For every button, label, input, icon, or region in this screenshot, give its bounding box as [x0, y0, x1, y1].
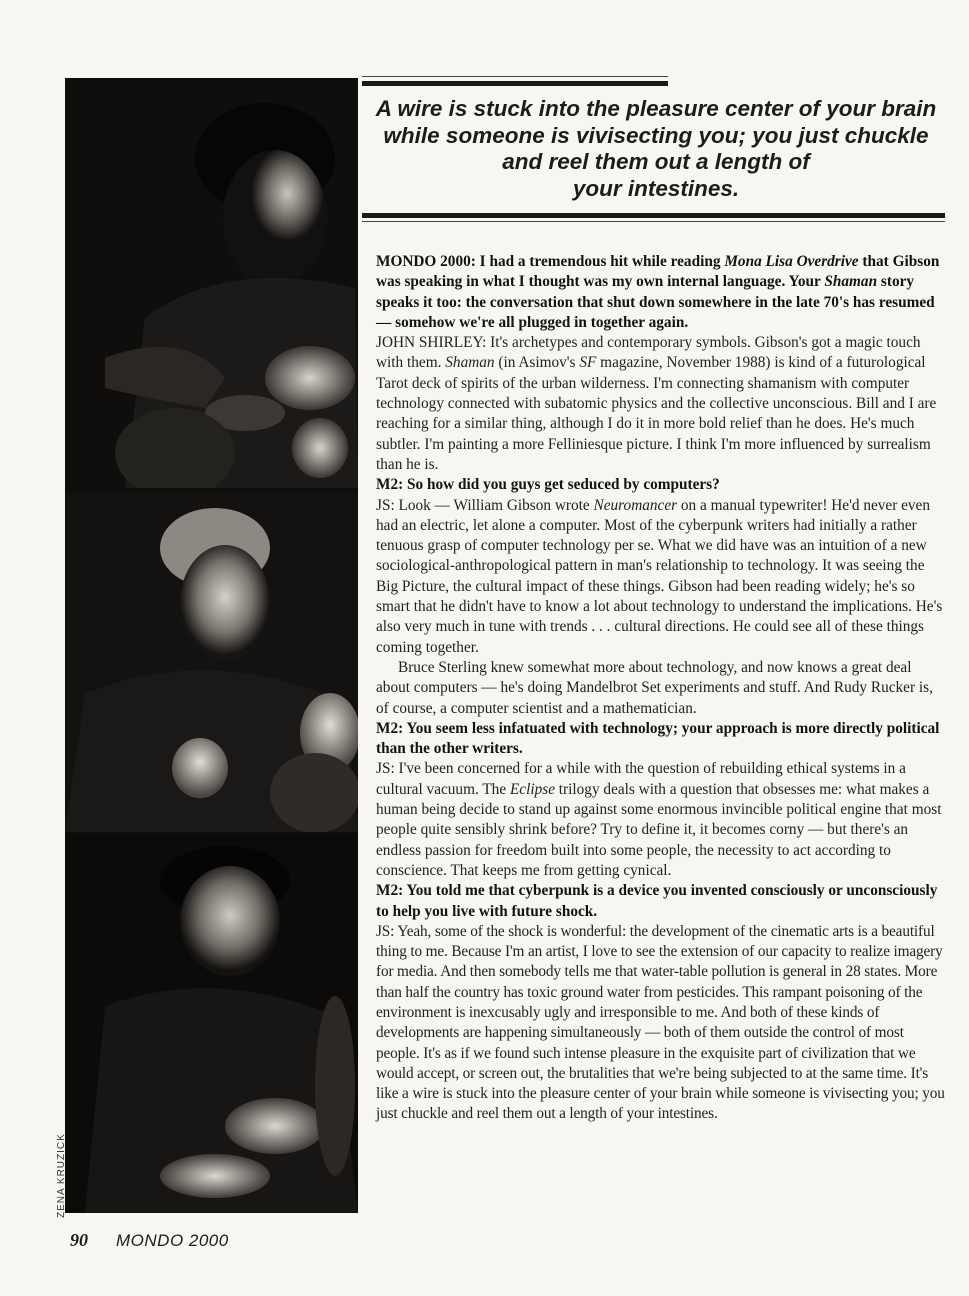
book-title: Eclipse [509, 780, 555, 798]
magazine-name: MONDO 2000 [116, 1231, 229, 1250]
question-label: MONDO 2000: [376, 253, 476, 270]
photo-portrait-2 [65, 493, 358, 832]
story-title: Shaman [824, 273, 878, 291]
interview-question: M2: You told me that cyberpunk is a device you invented consciously or unconsciously to help you live with future shock. [376, 882, 938, 920]
pull-quote-line: your intestines. [572, 175, 740, 201]
story-title: Shaman [445, 354, 495, 372]
book-title: Mona Lisa Overdrive [724, 253, 859, 270]
pull-quote-line: while someone is vivisecting you; you just chuckle [383, 122, 929, 148]
interview-answer-paragraph: Bruce Sterling knew somewhat more about technology, and now knows a great deal about computers — he's doing Mandelbrot Set experiments and stuff. And Rudy Rucker is, of course, a computer scientist and a mathematician. [376, 658, 933, 717]
question-text: that Gibson was speaking in what I thought was my own internal language. Your [376, 253, 940, 291]
interview-article [376, 252, 948, 1125]
pull-quote [362, 96, 950, 202]
photo-portrait-3 [65, 836, 358, 1213]
photo-portrait-3-image [65, 836, 358, 1213]
photo-portrait-1-image [65, 78, 358, 488]
interview-answer [376, 496, 948, 658]
answer-text: on a manual typewriter! He'd never even had an electric, let alone a computer. Most of the cyberpunk writers had initially a rather tenuous grasp of computer technology per se. What we did have was an intuition of a new sociological-anthropological pattern in man's relationship to technology. It was seeing the Big Picture, the cultural impact of these things. Gibson had been reading widely; he's so smart that he didn't have to know a lot about technology to understand the implications. He's also very much in tune with trends . . . cultural directions. He could see all of these things coming together. [376, 496, 943, 656]
answer-text: magazine, November 1988) is kind of a futurological Tarot deck of spirits of the urban wilderness. I'm connecting shamanism with computer technology connected with subatomic physics and the collective unconscious. Bill and I are reaching for a similar thing, although I do it in more bold relief than he does. He's much subtler. I'm painting a more Felliniesque picture. I think I'm more influenced by surrealism than he is. [376, 354, 937, 473]
question-text: story speaks it too: the conversation that shut down somewhere in the late 70's has resumed — somehow we're all plugged in together again. [376, 273, 935, 331]
interview-question: M2: You seem less infatuated with technology; your approach is more directly political than the other writers. [376, 719, 940, 758]
answer-text: JOHN SHIRLEY: It's archetypes and contemporary symbols. Gibson's got a magic touch with them. [376, 334, 921, 372]
photo-strip [65, 78, 358, 1213]
magazine-title: SF [579, 354, 597, 372]
photo-portrait-2-image [65, 493, 358, 832]
pullquote-rule-top-thin [362, 76, 668, 77]
question-text: I had a tremendous hit while reading [475, 253, 725, 270]
answer-text: JS: Look — William Gibson wrote [376, 496, 594, 514]
pullquote-rule-bottom-thin [362, 221, 945, 222]
pull-quote-line: A wire is stuck into the pleasure center of your brain [375, 96, 937, 121]
page-number: 90 [70, 1230, 88, 1250]
interview-question [376, 252, 948, 333]
pullquote-rule-top-thick [362, 81, 668, 86]
answer-text: JS: I've been concerned for a while with the question of rebuilding ethical systems in a cultural vacuum. The [376, 760, 906, 798]
interview-question: M2: So how did you guys get seduced by computers? [376, 476, 720, 494]
photo-portrait-1 [65, 78, 358, 488]
interview-answer [376, 333, 948, 475]
interview-answer: JS: Yeah, some of the shock is wonderful: the development of the cinematic arts is a beautiful thing to me. Because I'm an artist, I love to see the extension of our capacity to realize imagery for media. And then somebody tells me that water-table pollution is general in 28 states. More than half the country has toxic ground water from pesticides. This rampant poisoning of the environment is inexcusably ugly and irresponsible to me. And both of these kinds of developments are happening simultaneously — both of them outside the control of most people. It's as if we found such intense pleasure in the exquisite part of civilization that we would accept, or screen out, the brutalities that we're being subjected to at the same time. It's like a wire is stuck into the pleasure center of your brain while someone is vivisecting you; you just chuckle and reel them out a length of your intestines. [376, 922, 945, 1123]
pull-quote-line: and reel them out a length of [502, 149, 810, 174]
answer-text: trilogy deals with a question that obsesses me: what makes a human being decide to stand up against some enormous invincible political engine that most people quite sensibly shrink before? Try to define it, it becomes corny — but there's an endless passion for freedom built into some people, the necessity to act according to conscience. That keeps me from getting cynical. [376, 780, 942, 879]
photo-credit: ZENA KRUZICK [56, 1133, 67, 1218]
pullquote-rule-bottom-thick [362, 213, 945, 218]
page-folio [70, 1230, 229, 1251]
book-title: Neuromancer [593, 496, 678, 514]
answer-text: (in Asimov's [494, 354, 580, 372]
interview-answer [376, 759, 948, 881]
